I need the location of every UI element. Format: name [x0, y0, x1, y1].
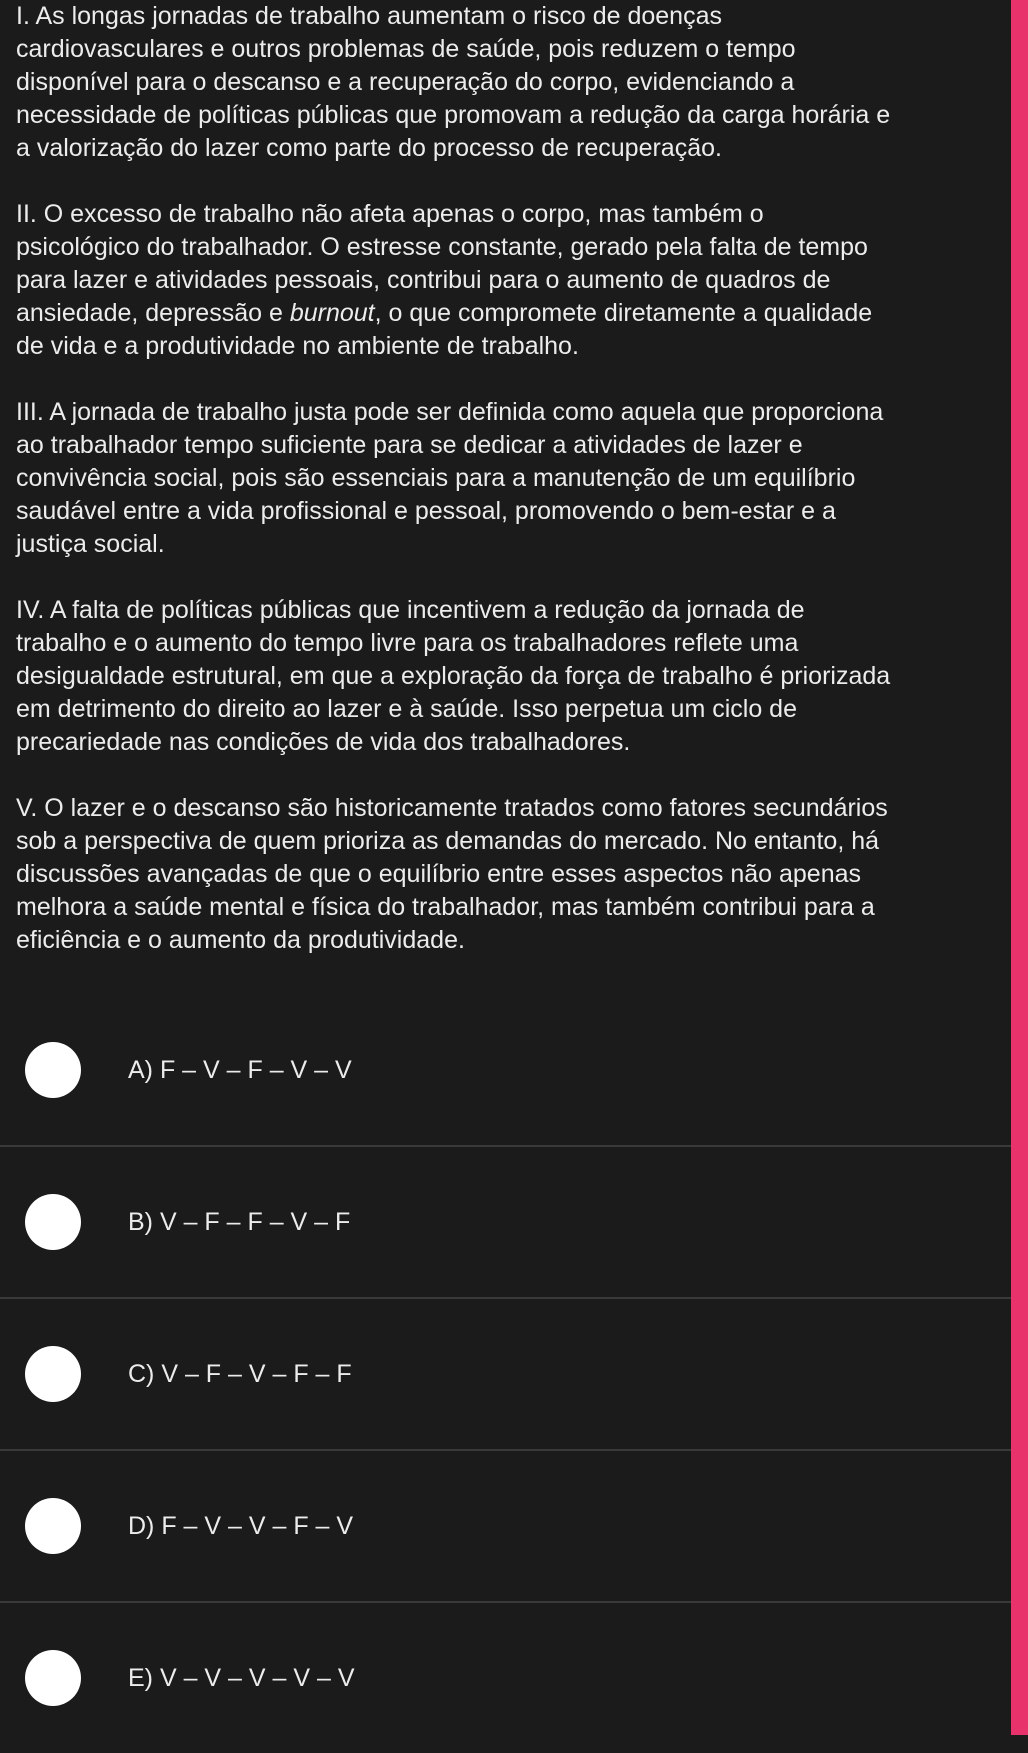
radio-button-c[interactable] — [25, 1346, 81, 1402]
option-c[interactable] — [0, 1297, 1011, 1449]
radio-button-d[interactable] — [25, 1498, 81, 1554]
option-c-label: C) V – F – V – F – F — [128, 1359, 352, 1388]
option-d-label: D) F – V – V – F – V — [128, 1511, 354, 1540]
statement-ii: II. O excesso de trabalho não afeta apenas o corpo, mas também o psicológico do trabalhador. O estresse constante, gerado pela falta de tempo para lazer e atividades pessoais, contribui para o aumento de quadros de ansiedade, depressão e burnout, o que compromete diretamente a qualidade de vida e a produtividade no ambiente de trabalho. — [16, 200, 873, 360]
answer-options — [0, 995, 1011, 1753]
option-b-label: B) V – F – F – V – F — [128, 1207, 351, 1236]
statement-iii: III. A jornada de trabalho justa pode ser definida como aquela que proporciona ao trabalhador tempo suficiente para se dedicar a atividades de lazer e convivência social, pois são essenciais para a manutenção de um equilíbrio saudável entre a vida profissional e pessoal, promovendo o bem-estar e a justiça social. — [16, 398, 884, 558]
radio-button-b[interactable] — [25, 1194, 81, 1250]
statement-v: V. O lazer e o descanso são historicamente tratados como fatores secundários sob a perspectiva de quem prioriza as demandas do mercado. No entanto, há discussões avançadas de que o equilíbrio entre esses aspectos não apenas melhora a saúde mental e física do trabalhador, mas também contribui para a eficiência e o aumento da produtividade. — [16, 794, 888, 954]
option-b[interactable] — [0, 1145, 1011, 1297]
option-a-label: A) F – V – F – V – V — [128, 1055, 352, 1084]
accent-bar — [1011, 0, 1028, 1735]
radio-button-e[interactable] — [25, 1650, 81, 1706]
statement-i: I. As longas jornadas de trabalho aumentam o risco de doenças cardiovasculares e outros problemas de saúde, pois reduzem o tempo disponível para o descanso e a recuperação do corpo, evidenciando a necessidade de políticas públicas que promovam a redução da carga horária e a valorização do lazer como parte do processo de recuperação. — [16, 2, 891, 162]
option-e[interactable] — [0, 1601, 1011, 1753]
option-a[interactable] — [0, 995, 1011, 1145]
option-d[interactable] — [0, 1449, 1011, 1601]
statement-iv: IV. A falta de políticas públicas que incentivem a redução da jornada de trabalho e o aumento do tempo livre para os trabalhadores reflete uma desigualdade estrutural, em que a exploração da força de trabalho é priorizada em detrimento do direito ao lazer e à saúde. Isso perpetua um ciclo de precariedade nas condições de vida dos trabalhadores. — [16, 596, 891, 756]
option-e-label: E) V – V – V – V – V — [128, 1663, 355, 1692]
burnout-emphasis: burnout — [289, 299, 375, 327]
radio-button-a[interactable] — [25, 1042, 81, 1098]
